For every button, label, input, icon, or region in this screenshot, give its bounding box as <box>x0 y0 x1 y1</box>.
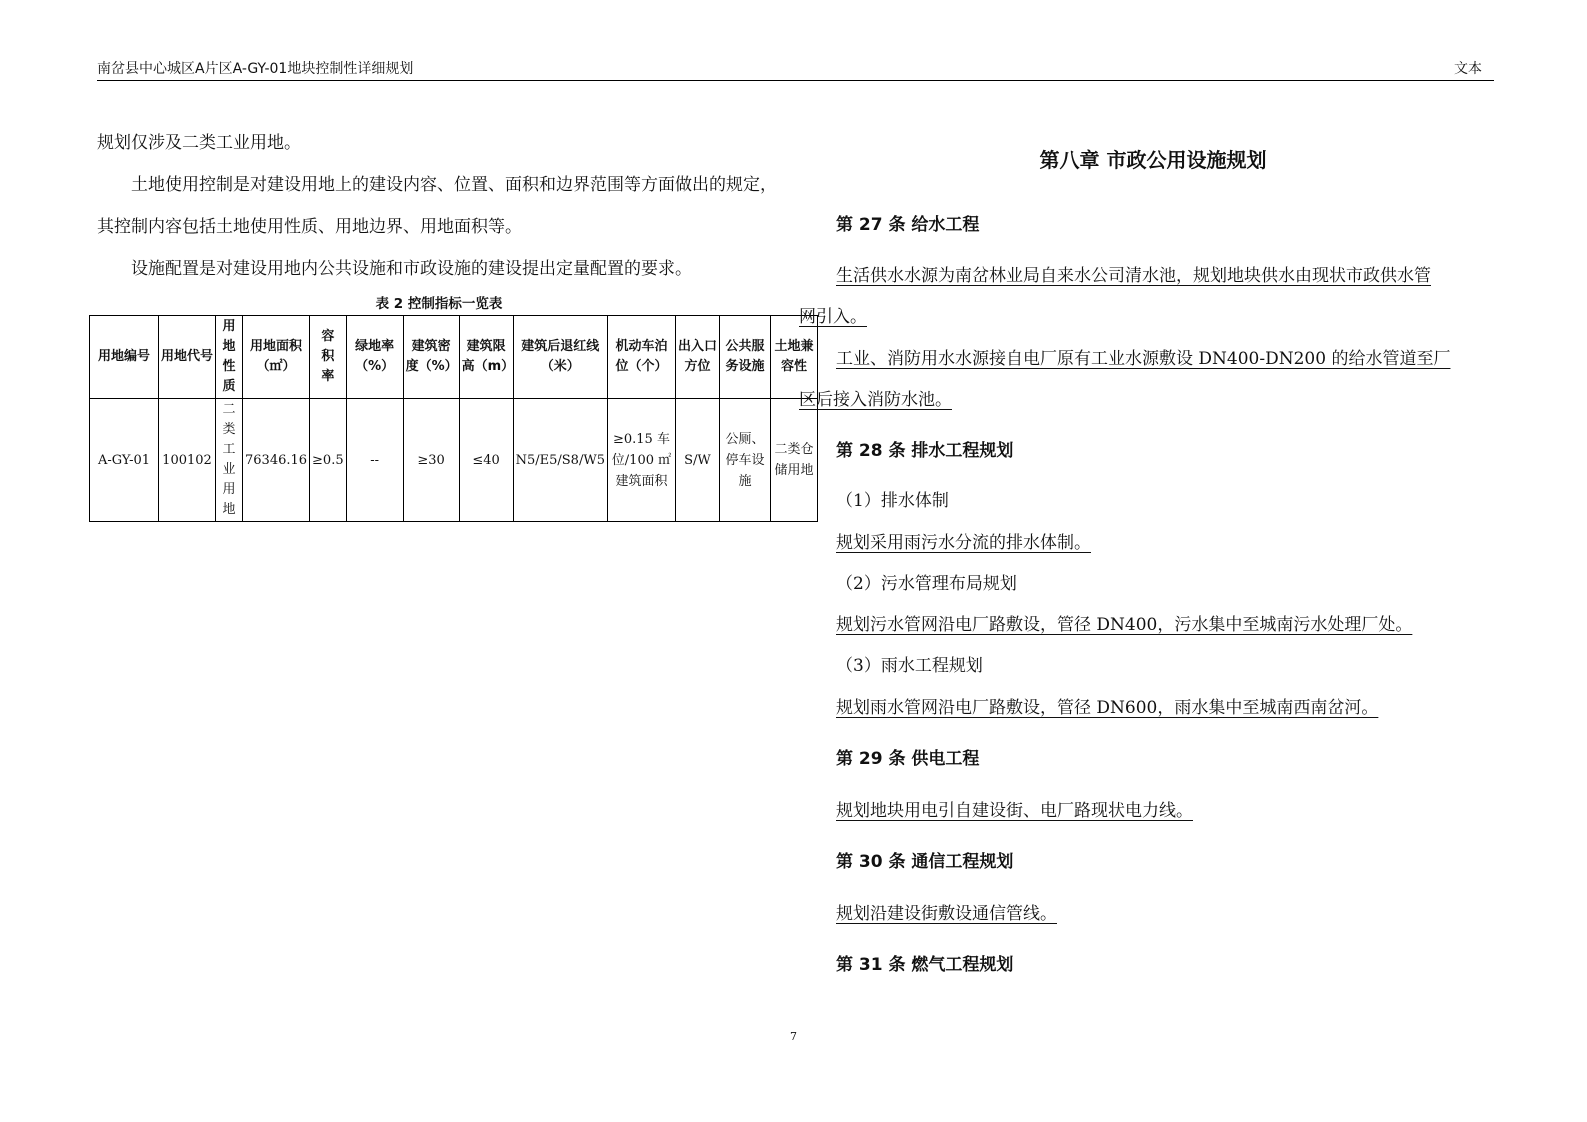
table-cell <box>216 399 243 522</box>
paragraph-1: 规划仅涉及二类工业用地。 <box>97 133 301 153</box>
table-header-cell: 建筑限高（m） <box>459 316 513 399</box>
table-header-cell <box>310 316 347 399</box>
article-27-line-3: 工业、消防用水水源接自电厂原有工业水源敷设 DN400-DN200 的给水管道至厂 <box>836 349 1451 369</box>
article-28-subheading-3: （3）雨水工程规划 <box>836 656 983 676</box>
table-header-cell-text: 用地性质 <box>222 319 236 394</box>
table-cell: ≥0.15 车位/100 ㎡建筑面积 <box>607 399 675 522</box>
document-type: 文本 <box>1454 61 1482 77</box>
table-cell: 76346.16 <box>243 399 310 522</box>
table-header-cell: 建筑密度（%） <box>403 316 459 399</box>
table-cell: 二类仓储用地 <box>770 399 817 522</box>
table-header-cell: 土地兼容性 <box>770 316 817 399</box>
table-header-cell: 机动车泊位（个） <box>607 316 675 399</box>
article-27-heading: 第 27 条 给水工程 <box>836 215 980 235</box>
article-30-text: 规划沿建设街敷设通信管线。 <box>836 904 1057 924</box>
article-27-line-4: 区后接入消防水池。 <box>799 390 952 410</box>
article-28-heading: 第 28 条 排水工程规划 <box>836 441 1014 461</box>
table-caption: 表 2 控制指标一览表 <box>375 296 503 312</box>
table-cell: ≥30 <box>403 399 459 522</box>
table-header-cell <box>216 316 243 399</box>
chapter-title: 第八章 市政公用设施规划 <box>1039 148 1267 172</box>
document-title: 南岔县中心城区A片区A-GY-01地块控制性详细规划 <box>97 61 414 77</box>
article-28-subheading-1: （1）排水体制 <box>836 491 949 511</box>
control-index-table <box>89 315 818 522</box>
table-cell: N5/E5/S8/W5 <box>513 399 607 522</box>
article-28-text-2: 规划污水管网沿电厂路敷设，管径 DN400，污水集中至城南污水处理厂处。 <box>836 615 1413 635</box>
article-27-line-1: 生活供水水源为南岔林业局自来水公司清水池，规划地块供水由现状市政供水管 <box>836 266 1431 286</box>
article-28-text-1: 规划采用雨污水分流的排水体制。 <box>836 533 1091 553</box>
article-29-text: 规划地块用电引自建设街、电厂路现状电力线。 <box>836 801 1193 821</box>
page-number: 7 <box>790 1030 797 1043</box>
article-27-line-2: 网引入。 <box>799 307 867 327</box>
table-row <box>90 399 818 522</box>
table-cell: -- <box>346 399 403 522</box>
table-cell: 公厕、停车设施 <box>719 399 770 522</box>
table-header-cell: 用地代号 <box>159 316 216 399</box>
table-header-row <box>90 316 818 399</box>
page-header <box>97 58 1494 81</box>
paragraph-2: 土地使用控制是对建设用地上的建设内容、位置、面积和边界范围等方面做出的规定，其控制内容包括土地使用性质、用地边界、用地面积等。 <box>97 175 777 237</box>
table-header-cell: 用地面积（㎡） <box>243 316 310 399</box>
table-header-cell: 建筑后退红线（米） <box>513 316 607 399</box>
left-column <box>97 122 787 290</box>
table-header-cell: 公共服务设施 <box>719 316 770 399</box>
article-28-subheading-2: （2）污水管理布局规划 <box>836 574 1017 594</box>
article-30-heading: 第 30 条 通信工程规划 <box>836 852 1014 872</box>
paragraph-3: 设施配置是对建设用地内公共设施和市政设施的建设提出定量配置的要求。 <box>131 259 692 279</box>
article-31-heading: 第 31 条 燃气工程规划 <box>836 955 1014 975</box>
table-header-cell: 出入口方位 <box>675 316 719 399</box>
table-header-cell-text: 容积率 <box>321 329 335 384</box>
table-cell: 100102 <box>159 399 216 522</box>
table-cell: A-GY-01 <box>90 399 159 522</box>
table-cell-text: 二类工业用地 <box>222 402 236 517</box>
article-29-heading: 第 29 条 供电工程 <box>836 749 980 769</box>
article-28-text-3: 规划雨水管网沿电厂路敷设，管径 DN600，雨水集中至城南西南岔河。 <box>836 698 1379 718</box>
table-cell: S/W <box>675 399 719 522</box>
table-header-cell: 绿地率（%） <box>346 316 403 399</box>
table-cell: ≤40 <box>459 399 513 522</box>
table-header-cell: 用地编号 <box>90 316 159 399</box>
table-cell: ≥0.5 <box>310 399 347 522</box>
